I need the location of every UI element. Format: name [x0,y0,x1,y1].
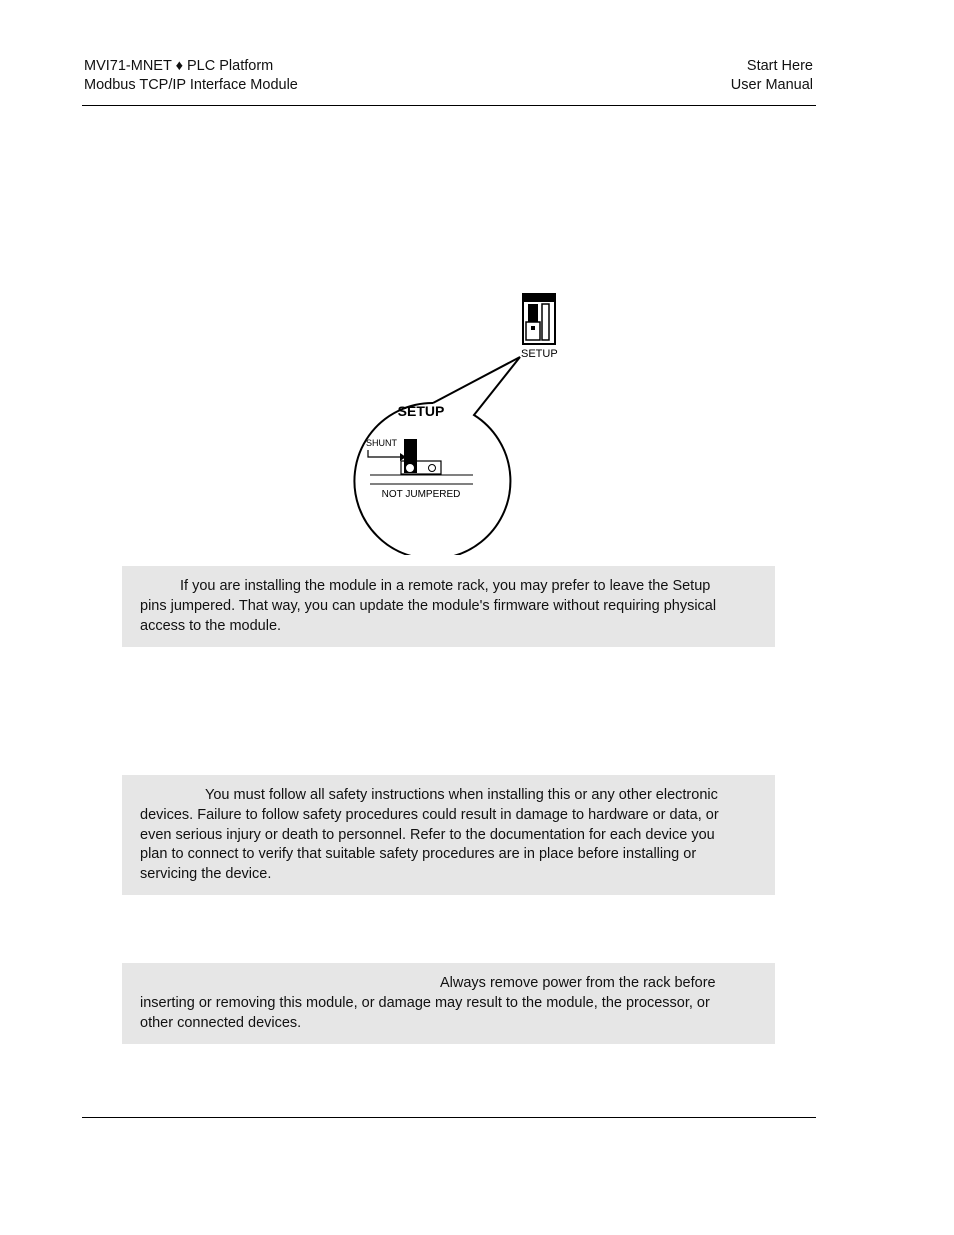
page-header-right [731,57,813,95]
warning-note-text: You must follow all safety instructions when installing this or any other electronic devices. Failure to follow safety procedures could result in damage to hardware or data, or even serious injury or death to personnel. Refer to the documentation for each device you plan to connect to verify that suitable safety procedures are in place before installing or servicing the device. [140,787,719,883]
caution-note-text: Always remove power from the rack before inserting or removing this module, or damage may result to the module, the processor, or other connected devices. [140,975,716,1031]
shunt-label: SHUNT [366,438,397,448]
tip-note-text: If you are installing the module in a remote rack, you may prefer to leave the Setup pins jumpered. That way, you can update the module's firmware without requiring physical access to the module. [140,578,717,634]
header-section-name: Start Here [746,58,813,74]
header-product-subtitle: Modbus TCP/IP Interface Module [84,77,298,93]
tip-note [122,566,775,647]
header-product-title: MVI71-MNET ♦ PLC Platform [84,58,274,74]
header-divider [82,105,816,106]
jumper-state-label: NOT JUMPERED [381,489,461,500]
setup-jumper-diagram [330,285,570,555]
caution-note [122,963,775,1044]
header-manual-name: User Manual [730,77,813,93]
setup-jumper-figure [330,285,570,555]
footer-divider [82,1117,816,1118]
jumper-header-small [523,294,555,344]
jumper-label: SETUP [521,348,558,360]
callout-bubble [354,357,520,555]
pin-1 [407,465,414,472]
callout-title: SETUP [397,403,445,419]
page-header-left [84,57,298,95]
warning-note [122,775,775,895]
